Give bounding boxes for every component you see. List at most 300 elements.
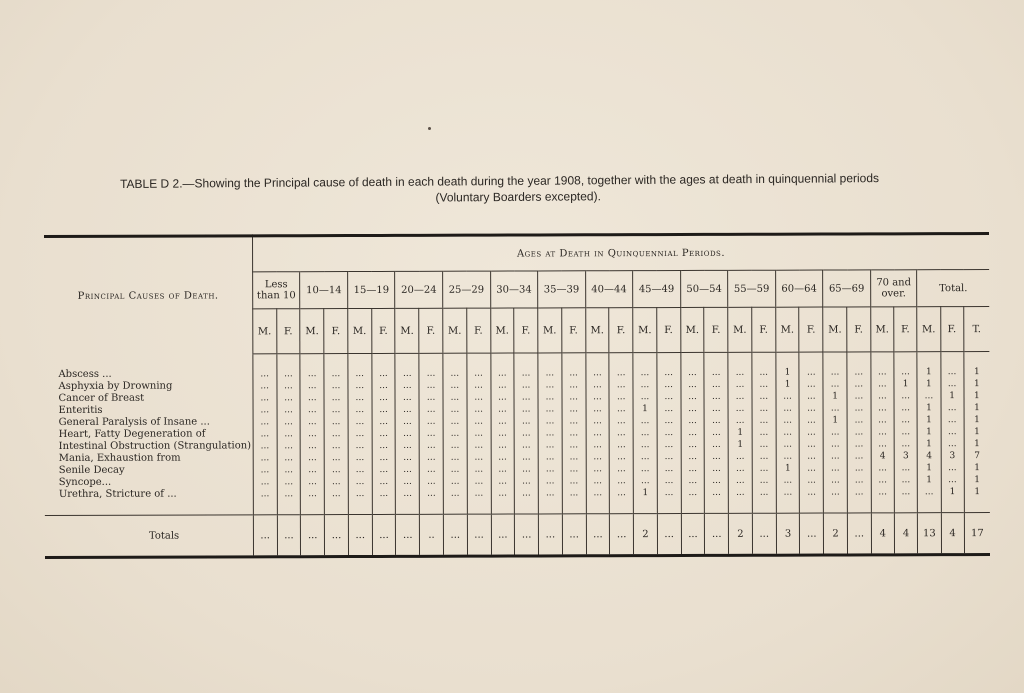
value-column — [562, 353, 586, 514]
value-cell: ... — [783, 451, 793, 462]
sex-header-f: F. — [894, 307, 917, 352]
value-cell: ... — [807, 451, 816, 462]
value-cell: ... — [831, 463, 840, 474]
value-cell: ... — [426, 428, 436, 439]
value-cell: ... — [331, 405, 341, 416]
value-cell: ... — [616, 392, 626, 403]
value-cell: ... — [331, 477, 341, 488]
value-cell: ... — [426, 392, 436, 403]
value-cell: ... — [403, 392, 412, 403]
value-cell: ... — [403, 464, 412, 475]
cause-label: Heart, Fatty Degeneration of — [58, 428, 206, 440]
sex-header-m: M. — [300, 309, 324, 354]
value-cell: ... — [640, 440, 650, 451]
value-cell: ... — [522, 476, 531, 487]
value-cell: ... — [379, 380, 388, 391]
value-cell: ... — [901, 427, 911, 438]
value-cell: ... — [284, 489, 294, 500]
value-cell: ... — [664, 488, 674, 499]
value-cell: ... — [379, 368, 388, 379]
cause-label: General Paralysis of Insane ... — [58, 416, 210, 428]
value-cell: ... — [807, 403, 816, 414]
value-cell: ... — [593, 404, 602, 415]
value-cell: ... — [854, 403, 864, 414]
total-cell: ... — [705, 513, 729, 555]
age-group-header: 55—59 — [728, 270, 776, 307]
value-cell: ... — [712, 463, 721, 474]
value-cell: ... — [545, 476, 555, 487]
value-column — [395, 353, 419, 514]
value-cell: ... — [712, 475, 721, 486]
value-cell: ... — [260, 429, 270, 440]
value-cell: ... — [640, 452, 650, 463]
value-cell: ... — [831, 475, 840, 486]
value-cell: ... — [593, 440, 602, 451]
value-column — [276, 354, 300, 515]
value-cell: ... — [617, 452, 626, 463]
value-cell: ... — [759, 415, 769, 426]
value-cell: 1 — [949, 487, 956, 498]
value-cell: ... — [450, 464, 460, 475]
value-cell: ... — [569, 428, 579, 439]
value-cell: ... — [450, 380, 460, 391]
value-cell: ... — [260, 393, 270, 404]
value-cell: ... — [474, 392, 483, 403]
total-cell: .. — [420, 514, 444, 556]
ink-speck — [428, 127, 431, 130]
value-cell: ... — [308, 465, 317, 476]
value-column — [538, 353, 562, 514]
value-cell: ... — [947, 403, 957, 414]
value-cell: ... — [284, 477, 294, 488]
value-cell: ... — [947, 427, 957, 438]
total-cell: ... — [752, 513, 776, 555]
value-column — [964, 352, 990, 513]
value-cell: ... — [901, 403, 911, 414]
sex-header-f: F. — [562, 308, 586, 353]
value-cell: ... — [854, 475, 864, 486]
value-cell: ... — [284, 465, 294, 476]
value-cell: 1 — [974, 475, 981, 486]
value-column — [490, 353, 514, 514]
value-cell: ... — [284, 417, 293, 428]
value-cell: ... — [616, 380, 626, 391]
value-cell: ... — [736, 475, 745, 486]
value-column — [467, 353, 491, 514]
age-group-header: 35—39 — [538, 271, 586, 308]
value-cell: ... — [307, 381, 317, 392]
value-cell: ... — [450, 440, 460, 451]
sex-header-f: F. — [324, 309, 348, 354]
value-cell: ... — [521, 428, 531, 439]
value-cell: ... — [403, 476, 412, 487]
value-cell: 1 — [925, 379, 932, 390]
value-cell: ... — [545, 368, 555, 379]
total-cell: 2 — [633, 514, 657, 556]
value-cell: ... — [355, 392, 365, 404]
value-cell: ... — [569, 416, 579, 427]
value-column — [372, 353, 396, 514]
value-cell: ... — [593, 452, 602, 463]
value-cell: ... — [545, 392, 555, 403]
value-cell: ... — [640, 368, 650, 379]
value-column — [917, 352, 941, 513]
sex-header-f: F. — [799, 307, 823, 352]
age-group-header: Less than 10 — [252, 272, 300, 309]
value-cell: ... — [331, 393, 341, 404]
value-column — [585, 353, 609, 514]
value-cell: ... — [759, 367, 769, 378]
value-cell: ... — [521, 404, 531, 415]
value-cell: ... — [688, 475, 698, 486]
value-cell: ... — [878, 391, 887, 402]
sex-header-f: F. — [514, 308, 538, 353]
value-cell: ... — [807, 391, 816, 402]
value-cell: ... — [712, 415, 721, 426]
value-column — [940, 352, 964, 513]
value-cell: ... — [878, 379, 887, 390]
value-cell: ... — [427, 464, 436, 475]
value-cell: ... — [450, 476, 460, 487]
value-cell: 1 — [974, 391, 980, 402]
age-group-header: 70 and over. — [870, 270, 917, 307]
value-cell: ... — [664, 392, 674, 403]
value-column — [419, 353, 443, 514]
value-cell: ... — [807, 475, 816, 486]
value-cell: ... — [474, 416, 484, 427]
total-cell: ... — [396, 514, 420, 556]
value-cell: ... — [948, 475, 957, 486]
value-cell: ... — [664, 416, 674, 427]
value-cell: ... — [308, 429, 317, 440]
cause-label: Mania, Exhaustion from — [58, 452, 181, 464]
total-cell: ... — [681, 513, 705, 555]
value-cell: 1 — [926, 475, 933, 486]
value-cell: ... — [593, 368, 602, 379]
value-cell: ... — [569, 380, 578, 391]
value-cell: 1 — [642, 488, 649, 499]
value-cell: ... — [948, 463, 957, 474]
value-cell: ... — [735, 451, 745, 462]
value-cell: ... — [664, 476, 674, 487]
value-column — [443, 353, 467, 514]
value-cell: ... — [569, 476, 579, 487]
value-cell: ... — [924, 391, 934, 402]
value-cell: ... — [712, 439, 721, 450]
value-cell: ... — [688, 487, 698, 498]
total-cell: ... — [657, 514, 681, 556]
value-cell: ... — [379, 464, 389, 475]
value-column — [300, 354, 324, 515]
value-cell: 1 — [974, 427, 980, 438]
value-cell: ... — [498, 476, 507, 487]
value-cell: ... — [759, 463, 769, 474]
value-cell: ... — [307, 369, 317, 380]
value-cell: ... — [427, 476, 436, 487]
value-cell: 1 — [974, 463, 981, 474]
mortality-table-wrapper — [44, 232, 990, 547]
value-cell: 1 — [974, 403, 980, 414]
value-cell: ... — [901, 487, 911, 498]
value-cell: ... — [593, 476, 603, 487]
value-cell: ... — [308, 453, 317, 464]
total-cell: ... — [301, 515, 325, 557]
value-cell: ... — [593, 380, 602, 391]
value-cell: ... — [379, 476, 389, 487]
value-cell: ... — [474, 476, 484, 487]
value-cell: ... — [355, 488, 365, 500]
value-cell: ... — [664, 428, 674, 439]
sex-header-f: F. — [276, 309, 300, 354]
value-column — [847, 352, 871, 513]
cause-label: Cancer of Breast — [58, 392, 145, 404]
value-cell: ... — [616, 368, 626, 379]
totals-label: Totals — [45, 515, 253, 558]
value-cell: ... — [901, 367, 910, 378]
value-cell: ... — [379, 428, 389, 439]
age-group-header: 45—49 — [633, 271, 681, 308]
value-cell: ... — [403, 428, 412, 439]
title-line-2: (Voluntary Boarders excepted). — [435, 189, 601, 205]
sex-header-m: M. — [917, 307, 940, 352]
value-cell: ... — [947, 439, 957, 450]
value-cell: 1 — [926, 463, 933, 474]
value-cell: ... — [640, 428, 650, 439]
value-cell: ... — [854, 367, 864, 378]
value-cell: ... — [498, 488, 508, 499]
value-cell: 1 — [926, 439, 932, 450]
total-cell: ... — [515, 514, 539, 556]
value-cell: ... — [711, 391, 721, 402]
total-cell: 13 — [918, 513, 941, 555]
causes-column-header: Principal Causes of Death. — [44, 236, 253, 355]
value-cell: ... — [308, 441, 317, 452]
value-cell: ... — [947, 367, 957, 378]
value-cell: ... — [759, 391, 769, 402]
total-cell: ... — [372, 514, 396, 556]
value-cell: ... — [901, 439, 911, 450]
value-cell: ... — [545, 416, 555, 427]
value-column — [633, 353, 657, 514]
value-cell: 1 — [973, 367, 980, 378]
value-cell: ... — [712, 487, 721, 498]
value-column — [657, 353, 681, 514]
value-cell: 3 — [949, 451, 956, 462]
value-cell: ... — [450, 452, 460, 463]
value-cell: ... — [450, 368, 460, 379]
age-group-header: 20—24 — [395, 271, 443, 308]
value-cell: ... — [640, 392, 650, 403]
value-cell: ... — [403, 452, 412, 463]
value-cell: ... — [522, 452, 531, 463]
sex-header-m: M. — [775, 307, 799, 352]
sex-header-f: F. — [609, 308, 633, 353]
cause-label: Asphyxia by Drowning — [58, 380, 173, 392]
value-cell: ... — [688, 439, 697, 450]
value-cell: ... — [355, 428, 365, 440]
value-cell: ... — [545, 488, 555, 499]
value-cell: 1 — [926, 427, 932, 438]
value-cell: ... — [831, 487, 840, 498]
value-cell: ... — [331, 429, 341, 440]
totals-row — [45, 513, 990, 558]
value-cell: 1 — [926, 415, 932, 426]
sex-header-m: M. — [253, 309, 277, 354]
value-cell: ... — [498, 368, 507, 379]
value-cell: ... — [616, 416, 626, 427]
value-cell: ... — [854, 415, 864, 426]
total-cell: 2 — [729, 513, 753, 555]
value-cell: 1 — [973, 379, 980, 390]
value-cell: ... — [807, 487, 816, 498]
value-cell: ... — [617, 428, 626, 439]
total-cell: ... — [348, 514, 372, 556]
table-title — [120, 170, 900, 208]
value-cell: ... — [688, 415, 697, 426]
value-cell: ... — [474, 488, 484, 499]
value-cell: ... — [593, 392, 602, 403]
age-group-header: 25—29 — [443, 271, 491, 308]
value-cell: ... — [450, 488, 460, 499]
sex-header-m: M. — [870, 307, 893, 352]
value-cell: ... — [332, 489, 341, 500]
value-cell: ... — [593, 488, 603, 499]
value-cell: ... — [569, 368, 578, 379]
age-group-header: 50—54 — [680, 270, 728, 307]
value-cell: ... — [379, 404, 388, 415]
value-cell: 7 — [974, 451, 980, 462]
value-cell: ... — [569, 440, 579, 451]
value-cell: 1 — [832, 415, 839, 426]
sex-header-m: M. — [443, 308, 467, 353]
value-cell: ... — [878, 487, 888, 498]
value-cell: ... — [379, 452, 389, 463]
value-cell: ... — [355, 368, 365, 380]
total-cell: ... — [467, 514, 491, 556]
value-cell: 1 — [784, 379, 791, 390]
value-cell: ... — [284, 369, 293, 380]
value-cell: 1 — [784, 367, 791, 378]
value-cell: ... — [521, 416, 531, 427]
value-cell: ... — [878, 439, 887, 450]
value-column — [823, 352, 847, 513]
sex-header-m: M. — [395, 308, 419, 353]
value-cell: ... — [522, 440, 531, 451]
value-cell: ... — [569, 392, 579, 403]
value-cell: 4 — [879, 451, 886, 462]
total-cell: ... — [847, 513, 871, 555]
sex-header-m: M. — [538, 308, 562, 353]
cause-label: Intestinal Obstruction (Strangulation) — [58, 440, 252, 452]
value-cell: ... — [545, 464, 555, 475]
value-cell: ... — [830, 439, 840, 450]
sex-header-f: F. — [847, 307, 871, 352]
value-cell: ... — [402, 368, 412, 379]
value-cell: ... — [759, 427, 769, 438]
value-cell: ... — [355, 380, 365, 392]
value-cell: ... — [331, 369, 341, 380]
title-line-1: TABLE D 2.—Showing the Principal cause of death in each death during the year 1908, together with the ages at death in quinquennial periods — [120, 171, 880, 191]
value-cell: 1 — [737, 439, 744, 450]
sex-header-f: F. — [466, 308, 490, 353]
value-cell: 1 — [974, 439, 980, 450]
value-cell: ... — [308, 405, 317, 416]
value-cell: ... — [712, 427, 721, 438]
body-row — [44, 352, 990, 516]
value-cell: ... — [735, 463, 745, 474]
total-cell: ... — [443, 514, 467, 556]
causes-list — [44, 354, 253, 516]
value-cell: ... — [498, 464, 507, 475]
value-cell: ... — [688, 379, 697, 390]
total-cell: 4 — [871, 513, 894, 555]
value-cell: ... — [783, 439, 793, 450]
cause-label: Urethra, Stricture of ... — [58, 488, 177, 500]
age-group-header: 65—69 — [823, 270, 871, 307]
value-cell: ... — [474, 368, 483, 379]
value-cell: ... — [474, 440, 484, 451]
value-cell: ... — [783, 427, 793, 438]
value-cell: ... — [617, 488, 626, 499]
value-cell: ... — [545, 380, 555, 391]
value-cell: ... — [901, 463, 911, 474]
cause-label: Abscess ... — [58, 368, 112, 380]
value-cell: ... — [664, 380, 674, 391]
value-column — [514, 353, 538, 514]
value-cell: ... — [854, 487, 864, 498]
value-cell: ... — [830, 379, 840, 390]
value-cell: ... — [498, 404, 507, 415]
value-cell: ... — [854, 463, 864, 474]
value-cell: ... — [450, 392, 460, 403]
value-cell: ... — [474, 428, 484, 439]
value-cell: ... — [569, 452, 579, 463]
value-cell: ... — [830, 403, 840, 414]
value-cell: ... — [498, 380, 507, 391]
value-cell: ... — [284, 405, 293, 416]
value-cell: 3 — [902, 451, 909, 462]
value-cell: ... — [498, 392, 507, 403]
value-cell: ... — [402, 380, 412, 391]
value-cell: ... — [616, 404, 626, 415]
value-column — [348, 353, 372, 514]
value-cell: ... — [901, 475, 911, 486]
value-cell: ... — [355, 452, 365, 464]
value-column — [728, 352, 752, 513]
sex-header-f: F. — [752, 307, 776, 352]
value-cell: ... — [901, 415, 911, 426]
value-cell: ... — [545, 428, 555, 439]
value-cell: ... — [947, 415, 957, 426]
value-cell: ... — [379, 392, 388, 403]
value-cell: ... — [284, 453, 294, 464]
value-cell: ... — [783, 487, 793, 498]
value-cell: ... — [735, 379, 745, 390]
value-cell: ... — [521, 368, 531, 379]
cause-label: Syncope... — [58, 476, 112, 488]
sex-header-f: F. — [704, 307, 728, 352]
value-cell: ... — [807, 379, 816, 390]
value-cell: ... — [260, 441, 270, 452]
value-cell: ... — [830, 367, 840, 378]
value-cell: ... — [331, 441, 341, 452]
value-cell: ... — [711, 367, 721, 378]
sex-header-m: M. — [823, 307, 847, 352]
value-cell: ... — [498, 440, 507, 451]
value-cell: ... — [807, 427, 816, 438]
value-cell: ... — [260, 489, 270, 500]
value-cell: ... — [355, 416, 365, 428]
